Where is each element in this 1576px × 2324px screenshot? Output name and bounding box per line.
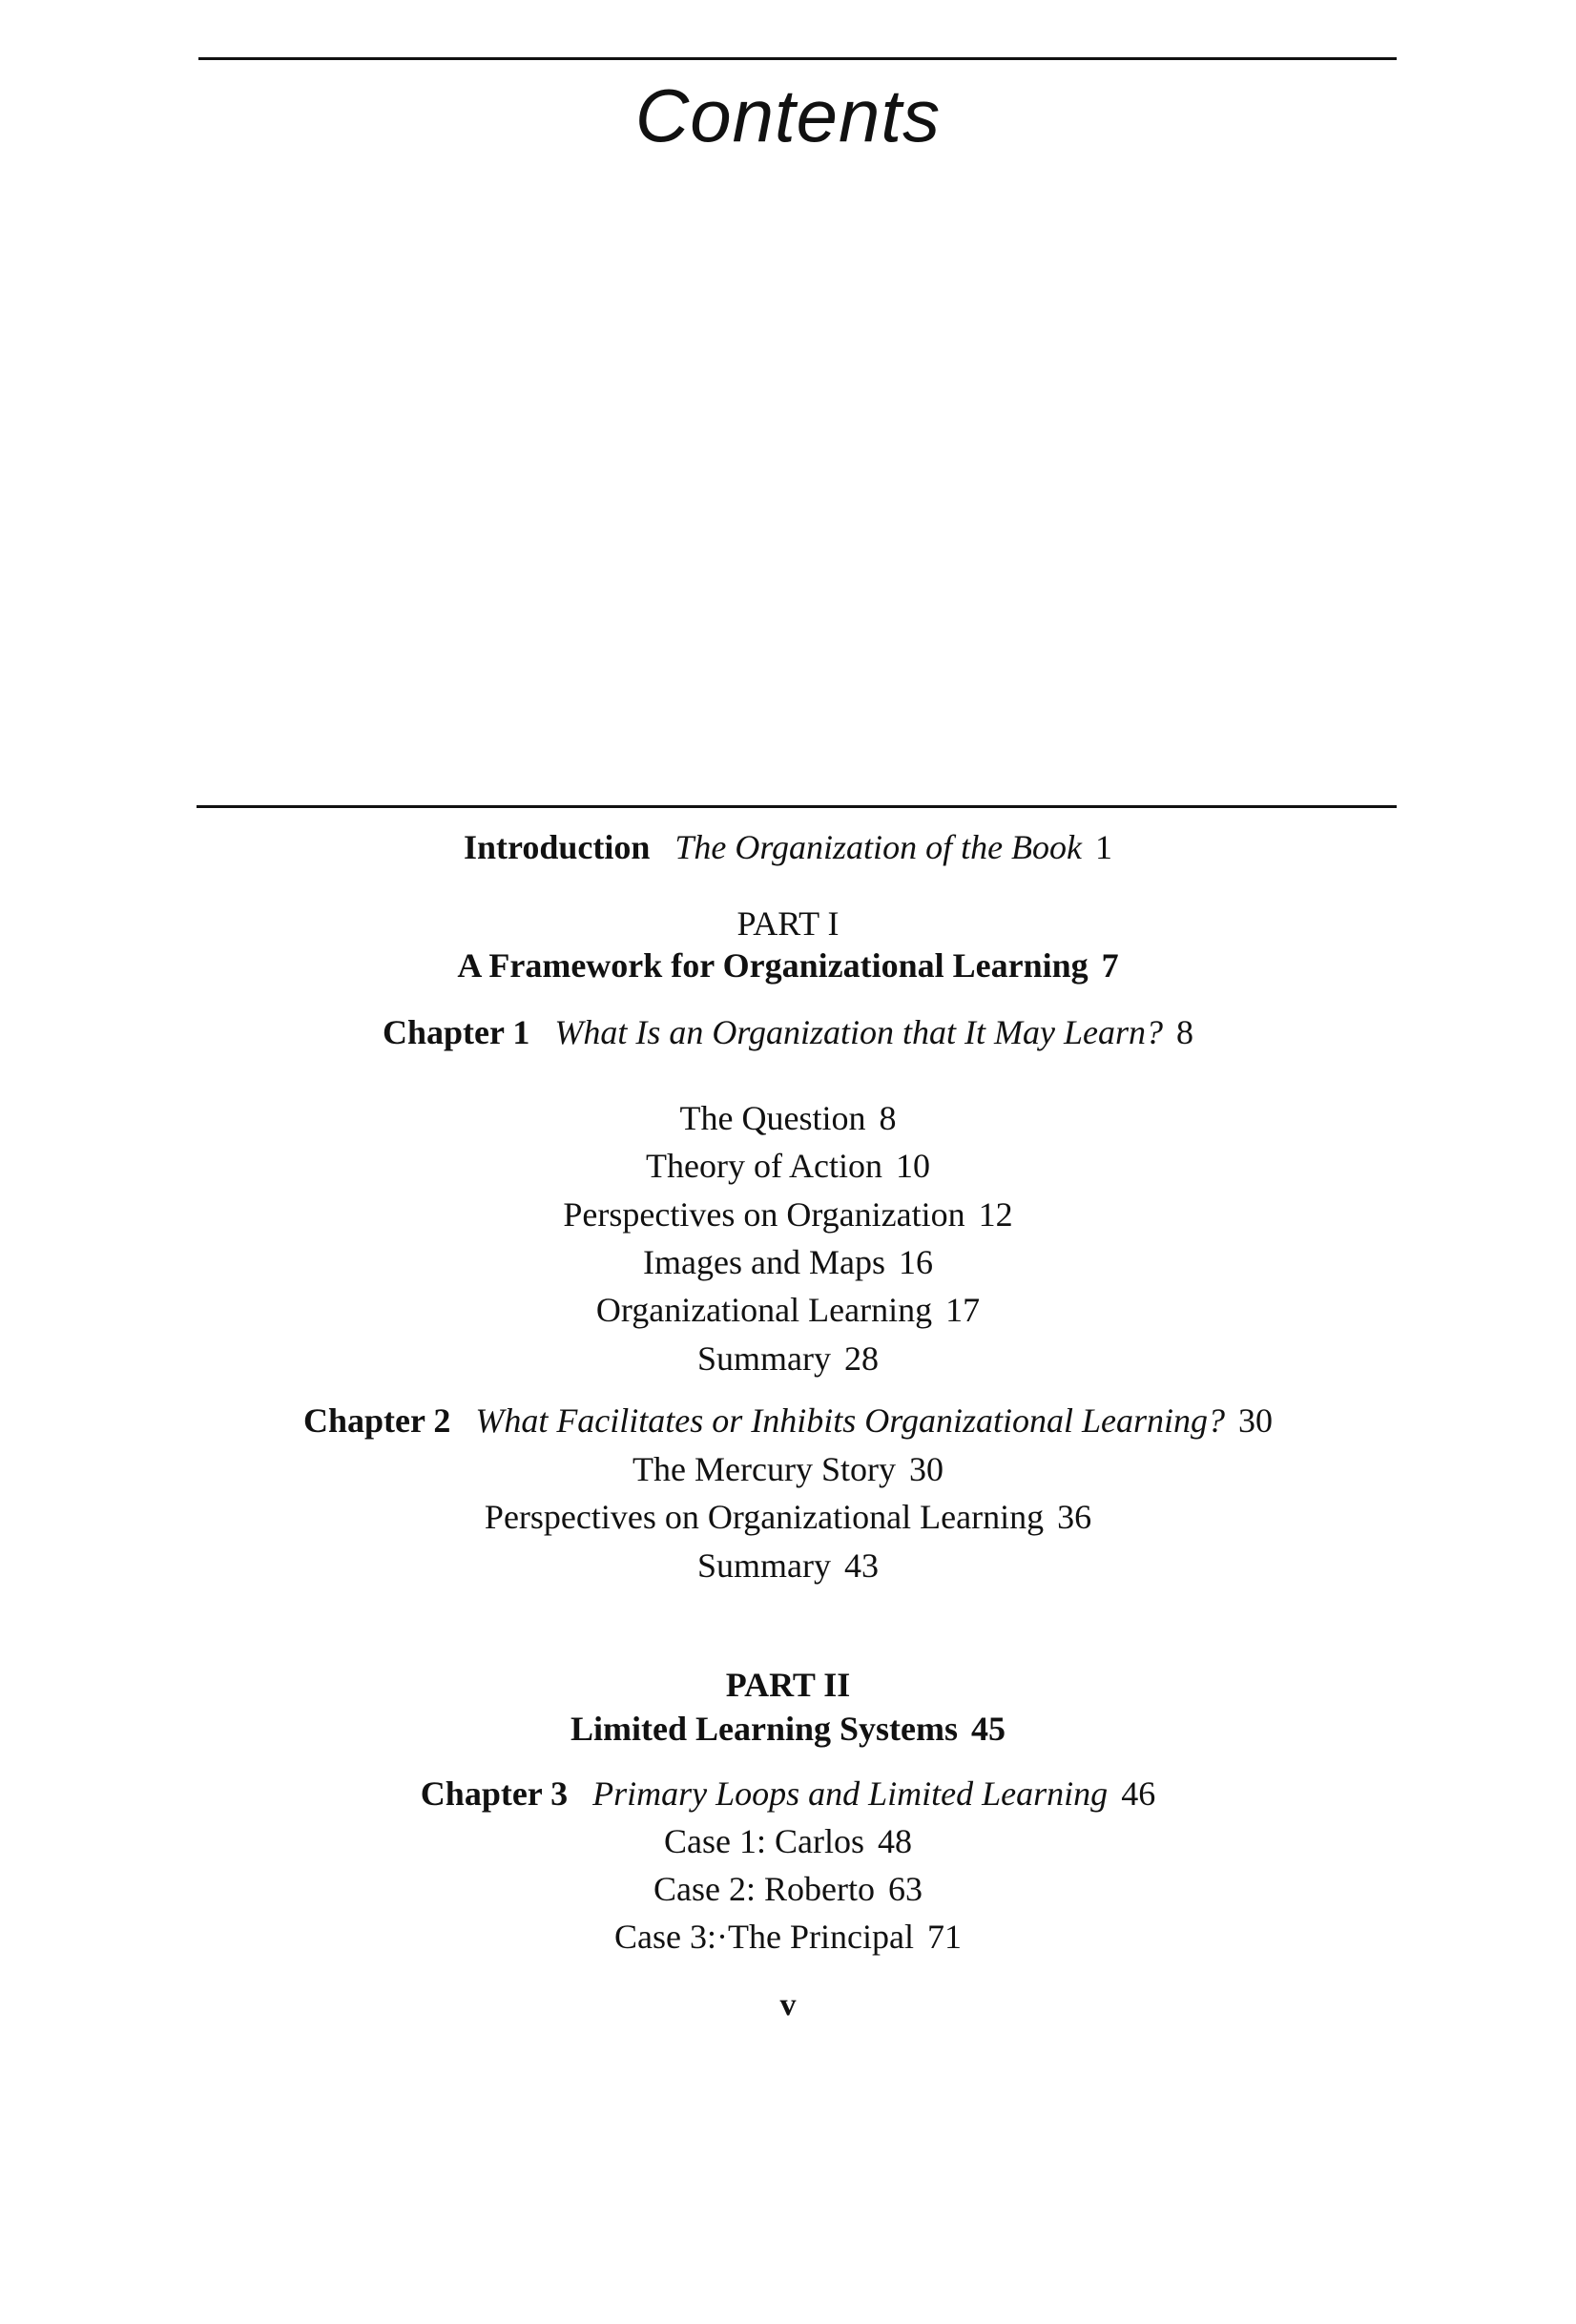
- toc-part1-title: A Framework for Organizational Learning: [457, 946, 1089, 985]
- toc-part2-page: 45: [971, 1710, 1006, 1748]
- section-rule: [197, 805, 1397, 808]
- toc-chapter1-page: 8: [1176, 1013, 1193, 1051]
- toc-section: [0, 1820, 1576, 1862]
- page-number: v: [779, 1987, 797, 2023]
- toc-section-title: Organizational Learning: [595, 1291, 933, 1329]
- toc-section-title: Case 1: Carlos: [664, 1822, 864, 1860]
- toc-section: [0, 1545, 1576, 1587]
- toc-introduction-page: 1: [1095, 828, 1113, 866]
- toc-section: [0, 1448, 1576, 1490]
- toc-chapter1: [0, 1011, 1576, 1053]
- toc-section-title: The Mercury Story: [632, 1450, 896, 1488]
- toc-section: [0, 1338, 1576, 1380]
- toc-part1-heading: [0, 944, 1576, 986]
- toc-section: [0, 1097, 1576, 1139]
- toc-section-page: 16: [898, 1243, 933, 1281]
- toc-section-page: 48: [877, 1822, 912, 1860]
- toc-chapter3: [0, 1773, 1576, 1815]
- toc-section-page: 12: [978, 1195, 1013, 1234]
- toc-part1-page: 7: [1101, 946, 1119, 985]
- toc-section-title: Perspectives on Organization: [563, 1195, 965, 1234]
- toc-section-title: Theory of Action: [646, 1147, 882, 1185]
- toc-section-page: 71: [926, 1918, 962, 1956]
- toc-section: [0, 1145, 1576, 1187]
- page-title: Contents: [634, 73, 942, 157]
- toc-part2-title: Limited Learning Systems: [570, 1710, 958, 1748]
- toc-part1-label: PART I: [736, 904, 840, 943]
- top-rule: [198, 57, 1397, 60]
- toc-chapter3-label: Chapter 3: [420, 1774, 569, 1813]
- toc-chapter3-title: Primary Loops and Limited Learning: [592, 1774, 1109, 1813]
- toc-section: [0, 1193, 1576, 1235]
- toc-chapter1-title: What Is an Organization that It May Learn?: [554, 1013, 1163, 1051]
- toc-introduction-title: The Organization of the Book: [674, 828, 1083, 866]
- toc-introduction-label: Introduction: [463, 828, 651, 866]
- toc-section-title: Summary: [697, 1339, 831, 1378]
- toc-section-page: 36: [1057, 1498, 1092, 1536]
- toc-section-page: 28: [844, 1339, 879, 1378]
- toc-section-page: 17: [945, 1291, 981, 1329]
- toc-chapter2-page: 30: [1238, 1401, 1273, 1440]
- toc-part2-heading: [0, 1708, 1576, 1750]
- toc-chapter2: [0, 1400, 1576, 1442]
- toc-section-title: Perspectives on Organizational Learning: [484, 1498, 1045, 1536]
- toc-section: [0, 1241, 1576, 1283]
- toc-part2-label: PART II: [725, 1666, 851, 1704]
- toc-section-page: 43: [844, 1546, 879, 1585]
- toc-section-page: 30: [908, 1450, 944, 1488]
- toc-introduction: [0, 826, 1576, 868]
- toc-section-title: Case 3:·The Principal: [614, 1918, 914, 1956]
- toc-chapter2-label: Chapter 2: [302, 1401, 451, 1440]
- toc-section-page: 8: [879, 1099, 897, 1137]
- toc-chapter2-title: What Facilitates or Inhibits Organizational Learning?: [475, 1401, 1225, 1440]
- toc-section-title: The Question: [679, 1099, 866, 1137]
- toc-section: [0, 1868, 1576, 1910]
- toc-section: [0, 1496, 1576, 1538]
- toc-section-title: Case 2: Roberto: [653, 1870, 875, 1908]
- toc-section-title: Summary: [697, 1546, 831, 1585]
- toc-section: [0, 1916, 1576, 1958]
- toc-chapter3-page: 46: [1121, 1774, 1156, 1813]
- toc-section: [0, 1289, 1576, 1331]
- toc-section-title: Images and Maps: [643, 1243, 885, 1281]
- toc-section-page: 63: [887, 1870, 923, 1908]
- toc-section-page: 10: [895, 1147, 930, 1185]
- toc-chapter1-label: Chapter 1: [383, 1013, 530, 1051]
